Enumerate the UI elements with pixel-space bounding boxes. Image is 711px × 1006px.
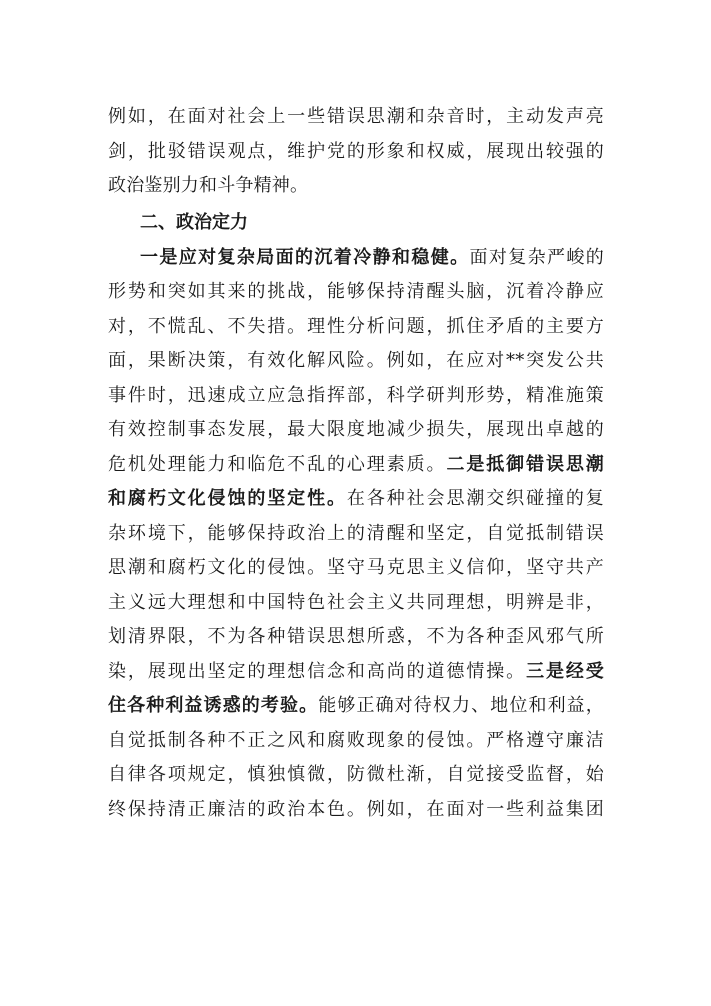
text-line: 思潮和腐朽文化的侵蚀。坚守马克思主义信仰，坚守共产 <box>108 557 604 578</box>
document-page <box>108 100 604 827</box>
text-line: 自律各项规定，慎独慎微，防微杜渐，自觉接受监督，始 <box>108 764 604 785</box>
bold-phrase: 住各种利益诱惑的考验。 <box>108 695 319 716</box>
text-line: 剑，批驳错误观点，维护党的形象和权威，展现出较强的 <box>108 140 604 162</box>
text-line <box>108 689 604 724</box>
text-line: 事件时，迅速成立应急指挥部，科学研判形势，精准施策 <box>108 384 604 406</box>
text-line <box>108 482 604 517</box>
main-paragraph <box>108 241 604 828</box>
text-line: 例如，在面对社会上一些错误思潮和杂音时，主动发声亮 <box>108 106 604 127</box>
text-line: 面，果断决策，有效化解风险。例如，在应对**突发公共 <box>108 350 604 371</box>
text-line: 对，不慌乱、不失措。理性分析问题，抓住矛盾的主要方 <box>108 315 604 337</box>
bold-phrase: 和腐朽文化侵蚀的坚定性。 <box>108 488 347 509</box>
intro-paragraph <box>108 100 604 204</box>
text-line: 终保持清正廉洁的政治本色。例如，在面对一些利益集团 <box>108 798 604 820</box>
text-span: 染，展现出坚定的理想信念和高尚的道德情操。 <box>108 660 527 682</box>
bold-phrase: 一是应对复杂局面的沉着冷静和稳健。 <box>140 246 470 268</box>
text-line: 划清界限，不为各种错误思想所惑，不为各种歪风邪气所 <box>108 626 604 647</box>
text-span: 危机处理能力和临危不乱的心理素质。 <box>108 453 447 475</box>
text-line: 主义远大理想和中国特色社会主义共同理想，明辨是非， <box>108 591 604 613</box>
section-heading: 二、政治定力 <box>140 211 248 233</box>
bold-phrase: 三是经受 <box>526 660 604 682</box>
text-span: 面对复杂严峻的 <box>469 246 604 268</box>
text-line: 自觉抵制各种不正之风和腐败现象的侵蚀。严格遵守廉洁 <box>108 729 604 751</box>
text-line <box>108 448 604 483</box>
text-span: 在各种社会思潮交织碰撞的复 <box>346 488 604 509</box>
text-line <box>108 655 604 690</box>
bold-phrase: 二是抵御错误思潮 <box>446 453 604 475</box>
text-line: 有效控制事态发展，最大限度地减少损失，展现出卓越的 <box>108 419 604 440</box>
text-line: 政治鉴别力和斗争精神。 <box>108 175 309 196</box>
text-line: 形势和突如其来的挑战，能够保持清醒头脑，沉着冷静应 <box>108 281 604 302</box>
text-line: 杂环境下，能够保持政治上的清醒和坚定，自觉抵制错误 <box>108 522 604 544</box>
text-line <box>108 241 604 276</box>
text-span: 能够正确对待权力、地位和利益， <box>318 695 604 716</box>
